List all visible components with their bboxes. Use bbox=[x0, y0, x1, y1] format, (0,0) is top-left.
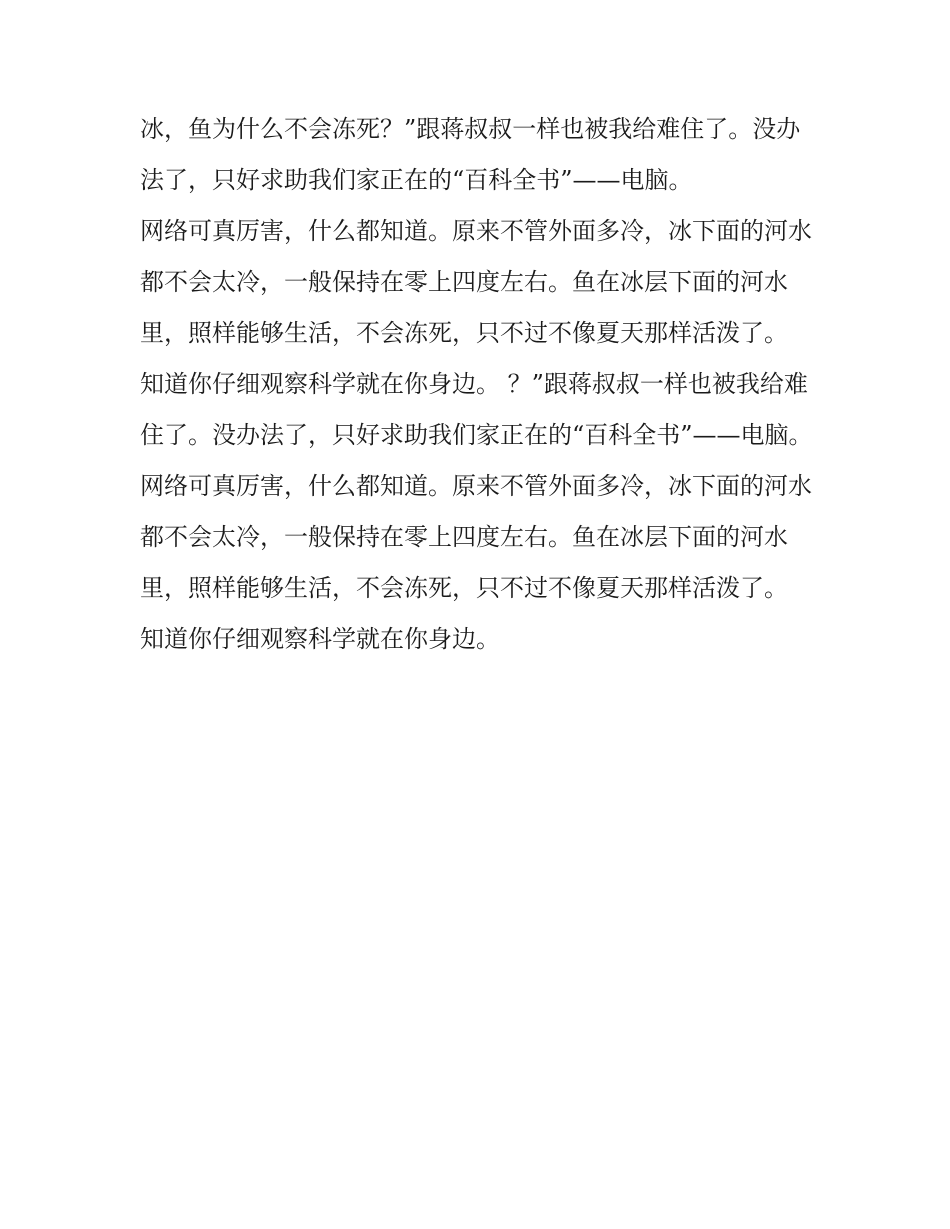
paragraph-1: 冰，鱼为什么不会冻死？”跟蒋叔叔一样也被我给难住了。没办法了，只好求助我们家正在的“百科全书”——电脑。 bbox=[140, 115, 801, 194]
paragraph-2: 网络可真厉害，什么都知道。原来不管外面多冷，冰下面的河水都不会太冷，一般保持在零上四度左右。鱼在冰层下面的河水里，照样能够生活，不会冻死，只不过不像夏天那样活泼了。 bbox=[140, 217, 812, 347]
paragraph-4: 网络可真厉害，什么都知道。原来不管外面多冷，冰下面的河水都不会太冷，一般保持在零上四度左右。鱼在冰层下面的河水里，照样能够生活，不会冻死，只不过不像夏天那样活泼了。 bbox=[140, 472, 812, 602]
paragraph-3: 知道你仔细观察科学就在你身边。 ？”跟蒋叔叔一样也被我给难住了。没办法了，只好求助我们家正在的“百科全书”——电脑。 bbox=[140, 370, 813, 449]
document-body bbox=[140, 104, 820, 665]
paragraph-5: 知道你仔细观察科学就在你身边。 bbox=[140, 625, 500, 653]
